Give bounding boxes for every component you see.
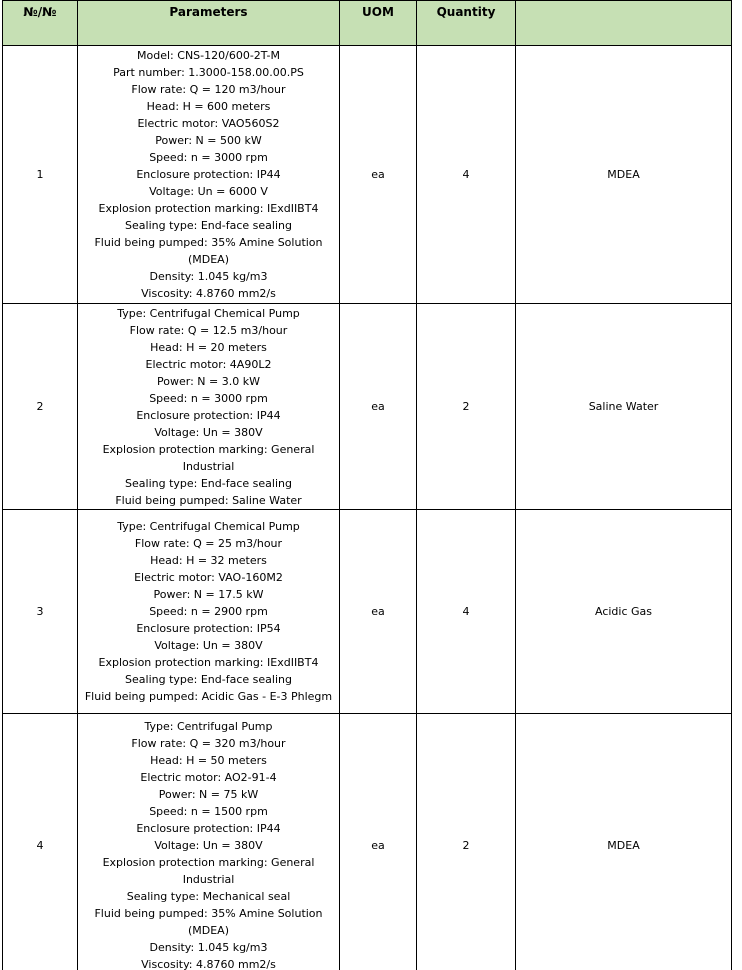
parameter-line: Fluid being pumped: Acidic Gas - E-3 Phlegm: [84, 690, 333, 703]
parameter-line: Sealing type: Mechanical seal: [126, 890, 291, 903]
cell-parameters[interactable]: [78, 714, 340, 970]
table-row: [3, 46, 732, 304]
parameter-line: Voltage: Un = 380V: [154, 639, 263, 652]
parameter-line: Power: N = 500 kW: [155, 134, 262, 147]
parameter-line: Electric motor: 4A90L2: [145, 357, 272, 371]
cell-quantity[interactable]: 2: [417, 304, 516, 510]
cell-no[interactable]: 3: [3, 510, 78, 714]
cell-note[interactable]: MDEA: [516, 46, 732, 304]
parameter-line: Explosion protection marking: General: [102, 856, 315, 869]
header-row: [3, 1, 732, 46]
parameter-line: Head: H = 600 meters: [146, 100, 271, 113]
parameter-line: Electric motor: VAO-160M2: [134, 571, 283, 584]
pump-specification-table: [2, 0, 732, 970]
parameter-line: Head: H = 32 meters: [150, 554, 267, 567]
cell-no[interactable]: 2: [3, 304, 78, 510]
parameter-line: Fluid being pumped: 35% Amine Solution: [94, 907, 323, 920]
parameter-line: Density: 1.045 kg/m3: [149, 941, 268, 954]
parameter-line: Power: N = 17.5 kW: [153, 588, 264, 601]
cell-quantity[interactable]: 4: [417, 510, 516, 714]
parameter-line: Fluid being pumped: 35% Amine Solution: [94, 236, 323, 249]
parameter-line: Power: N = 3.0 kW: [157, 374, 260, 388]
parameter-line: Explosion protection marking: General: [102, 442, 315, 456]
parameter-line: Sealing type: End-face sealing: [125, 219, 292, 232]
parameter-line: Head: H = 50 meters: [150, 754, 267, 767]
parameter-line: Flow rate: Q = 320 m3/hour: [131, 737, 286, 750]
parameter-line: Type: Centrifugal Chemical Pump: [117, 306, 300, 320]
parameter-line: Model: CNS-120/600-2T-M: [137, 49, 280, 62]
cell-note[interactable]: Acidic Gas: [516, 510, 732, 714]
header-quantity[interactable]: Quantity: [417, 1, 516, 46]
parameter-line: Industrial: [182, 873, 235, 886]
parameter-line: Industrial: [182, 459, 235, 473]
parameter-line: Speed: n = 3000 rpm: [149, 391, 268, 405]
parameter-line: Electric motor: VAO560S2: [137, 117, 280, 130]
table-row: [3, 304, 732, 510]
parameter-line: Enclosure protection: IP44: [136, 408, 281, 422]
parameter-line: Head: H = 20 meters: [150, 340, 267, 354]
cell-uom[interactable]: ea: [340, 46, 417, 304]
table-row: [3, 714, 732, 970]
parameter-line: Explosion protection marking: IExdIIBT4: [98, 202, 319, 215]
header-parameters[interactable]: Parameters: [78, 1, 340, 46]
parameter-line: Enclosure protection: IP44: [136, 822, 281, 835]
cell-parameters[interactable]: [78, 46, 340, 304]
parameter-line: Density: 1.045 kg/m3: [149, 270, 268, 283]
parameter-line: Flow rate: Q = 120 m3/hour: [131, 83, 286, 96]
parameter-line: Voltage: Un = 380V: [154, 839, 263, 852]
cell-uom[interactable]: ea: [340, 714, 417, 970]
parameter-line: Power: N = 75 kW: [158, 788, 259, 801]
cell-uom[interactable]: ea: [340, 510, 417, 714]
cell-parameters[interactable]: [78, 304, 340, 510]
parameter-line: Voltage: Un = 6000 V: [149, 185, 268, 198]
cell-quantity[interactable]: 4: [417, 46, 516, 304]
parameter-line: Part number: 1.3000-158.00.00.PS: [113, 66, 304, 79]
parameter-line: Electric motor: AO2-91-4: [140, 771, 277, 784]
parameter-line: Fluid being pumped: Saline Water: [115, 493, 302, 507]
cell-note[interactable]: MDEA: [516, 714, 732, 970]
parameter-line: Speed: n = 2900 rpm: [149, 605, 268, 618]
header-no[interactable]: №/№: [3, 1, 78, 46]
cell-no[interactable]: 1: [3, 46, 78, 304]
cell-parameters[interactable]: [78, 510, 340, 714]
parameter-line: Flow rate: Q = 25 m3/hour: [134, 537, 283, 550]
parameter-line: Sealing type: End-face sealing: [125, 476, 292, 490]
parameter-line: Speed: n = 3000 rpm: [149, 151, 268, 164]
parameter-line: Viscosity: 4.8760 mm2/s: [141, 958, 276, 970]
parameter-line: Voltage: Un = 380V: [154, 425, 263, 439]
parameter-line: Sealing type: End-face sealing: [125, 673, 292, 686]
cell-quantity[interactable]: 2: [417, 714, 516, 970]
parameter-line: Speed: n = 1500 rpm: [149, 805, 268, 818]
parameter-line: Viscosity: 4.8760 mm2/s: [141, 287, 276, 300]
header-note[interactable]: [516, 1, 732, 46]
header-uom[interactable]: UOM: [340, 1, 417, 46]
table-row: [3, 510, 732, 714]
cell-note[interactable]: Saline Water: [516, 304, 732, 510]
parameter-line: Type: Centrifugal Pump: [144, 720, 273, 733]
parameter-line: (MDEA): [187, 253, 230, 266]
cell-uom[interactable]: ea: [340, 304, 417, 510]
cell-no[interactable]: 4: [3, 714, 78, 970]
parameter-line: Explosion protection marking: IExdIIBT4: [98, 656, 319, 669]
parameter-line: (MDEA): [187, 924, 230, 937]
parameter-line: Type: Centrifugal Chemical Pump: [117, 520, 300, 533]
parameter-line: Flow rate: Q = 12.5 m3/hour: [129, 323, 288, 337]
parameter-line: Enclosure protection: IP44: [136, 168, 281, 181]
parameter-line: Enclosure protection: IP54: [136, 622, 281, 635]
